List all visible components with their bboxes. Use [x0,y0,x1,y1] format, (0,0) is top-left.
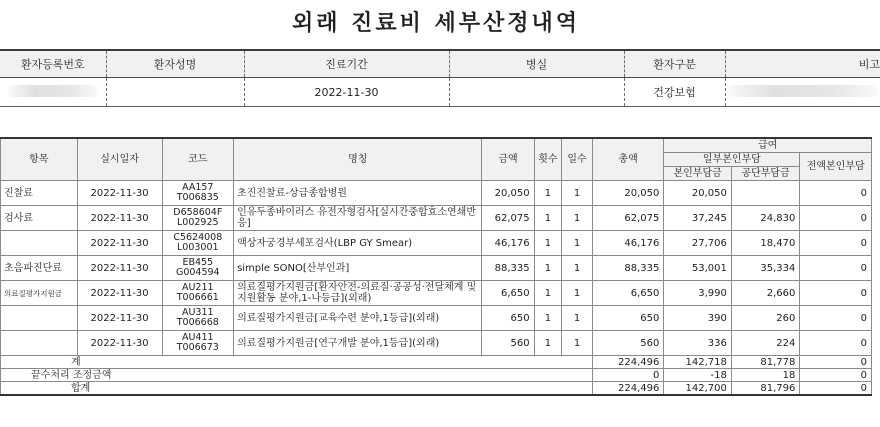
table-row [1,181,872,206]
row-total: 6,650 [592,281,664,306]
row-code-secondary: T006673 [176,342,219,353]
patient-id-value [0,78,106,107]
row-full: 0 [800,231,872,256]
row-name: 액상자궁경부세포검사(LBP GY Smear) [234,231,482,256]
total-full: 0 [800,356,872,369]
row-self: 3,990 [664,281,731,306]
row-code-primary: AU211 [181,282,214,293]
period-value: 2022-11-30 [244,78,449,107]
row-days: 1 [562,206,593,231]
row-name: 의료질평가지원금[환자안전-의료질·공공성·전달체계 및 지원활동 분야,1-나등급](외래) [234,281,482,306]
row-price: 650 [482,306,534,331]
row-public: 24,830 [731,206,799,231]
document-title: 외래 진료비 세부산정내역 [291,10,581,36]
total-public: 18 [731,369,799,382]
row-full: 0 [800,206,872,231]
row-times: 1 [534,181,562,206]
total-amount: 224,496 [592,382,664,396]
row-code-primary: D658604F [173,207,223,218]
row-price: 62,075 [482,206,534,231]
row-self: 37,245 [664,206,731,231]
header-patient-name: 환자성명 [106,50,244,78]
row-days: 1 [562,331,593,356]
note-value [725,78,880,107]
row-total: 20,050 [592,181,664,206]
charge-detail-table [0,137,872,396]
row-date: 2022-11-30 [77,231,162,256]
total-amount: 0 [592,369,664,382]
row-days: 1 [562,256,593,281]
total-amount: 224,496 [592,356,664,369]
row-days: 1 [562,306,593,331]
col-full-self: 전액본인부담 [800,153,872,181]
row-date: 2022-11-30 [77,206,162,231]
redacted-block [8,85,98,97]
row-name: 초진진찰료-상급종합병원 [234,181,482,206]
total-self: 142,718 [664,356,731,369]
col-code: 코드 [162,138,234,181]
row-name: 의료질평가지원금[연구개발 분야,1등급](외래) [234,331,482,356]
table-row [1,206,872,231]
row-date: 2022-11-30 [77,306,162,331]
total-label: 합계 [1,382,593,396]
header-patient-id: 환자등록번호 [0,50,106,78]
row-full: 0 [800,306,872,331]
row-code [162,231,234,256]
row-price: 20,050 [482,181,534,206]
row-public: 260 [731,306,799,331]
total-full: 0 [800,382,872,396]
col-date: 실시일자 [77,138,162,181]
row-code-primary: AA157 [182,182,214,193]
header-note: 비고 [725,50,880,78]
row-item: 진찰료 [1,181,78,206]
row-code-secondary: T006661 [176,292,219,303]
row-date: 2022-11-30 [77,331,162,356]
total-public: 81,778 [731,356,799,369]
row-code [162,306,234,331]
row-item: 의료질평가지원금 [1,281,78,306]
row-code-primary: AU411 [181,332,214,343]
row-code-secondary: T006668 [176,317,219,328]
col-price: 금액 [482,138,534,181]
row-full: 0 [800,256,872,281]
row-code-primary: EB455 [182,257,214,268]
row-days: 1 [562,231,593,256]
table-row [1,231,872,256]
header-patient-type: 환자구분 [624,50,725,78]
row-code [162,331,234,356]
row-date: 2022-11-30 [77,281,162,306]
room-value [449,78,624,107]
total-label: 끝수처리 조정금액 [1,369,593,382]
total-self: 142,700 [664,382,731,396]
row-item: 초음파진단료 [1,256,78,281]
row-self: 20,050 [664,181,731,206]
total-full: 0 [800,369,872,382]
table-row [1,256,872,281]
row-public [731,181,799,206]
row-name: 인유두종바이러스 유전자형검사[실시간중합효소연쇄반응] [234,206,482,231]
row-code [162,181,234,206]
row-price: 46,176 [482,231,534,256]
total-public: 81,796 [731,382,799,396]
row-public: 35,334 [731,256,799,281]
row-total: 650 [592,306,664,331]
row-price: 6,650 [482,281,534,306]
row-code [162,256,234,281]
row-item [1,331,78,356]
row-days: 1 [562,181,593,206]
row-public: 2,660 [731,281,799,306]
row-times: 1 [534,281,562,306]
total-self: -18 [664,369,731,382]
row-code-primary: C5624008 [173,232,223,243]
col-name: 명칭 [234,138,482,181]
total-row [1,356,872,369]
col-times: 횟수 [534,138,562,181]
row-total: 62,075 [592,206,664,231]
patient-info-table [0,49,880,107]
col-benefit: 급여 [664,138,872,153]
col-partial: 일부본인부담 [664,153,800,167]
patient-name-value [106,78,244,107]
row-price: 88,335 [482,256,534,281]
header-period: 진료기간 [244,50,449,78]
table-row [1,306,872,331]
row-code-secondary: T006835 [176,192,219,203]
row-code-primary: AU311 [181,307,214,318]
col-public: 공단부담금 [731,167,799,181]
table-row [1,331,872,356]
row-times: 1 [534,206,562,231]
row-total: 88,335 [592,256,664,281]
row-date: 2022-11-30 [77,256,162,281]
row-date: 2022-11-30 [77,181,162,206]
row-public: 18,470 [731,231,799,256]
row-code-secondary: L003001 [177,242,219,253]
row-times: 1 [534,306,562,331]
row-self: 390 [664,306,731,331]
row-item [1,306,78,331]
row-item [1,231,78,256]
redacted-block [728,85,878,97]
table-row [1,281,872,306]
row-total: 560 [592,331,664,356]
total-label: 계 [1,356,593,369]
total-row [1,382,872,396]
header-room: 병실 [449,50,624,78]
row-public: 224 [731,331,799,356]
col-self: 본인부담금 [664,167,731,181]
row-full: 0 [800,281,872,306]
row-code [162,206,234,231]
col-item: 항목 [1,138,78,181]
row-full: 0 [800,331,872,356]
row-code [162,281,234,306]
row-item: 검사료 [1,206,78,231]
row-self: 27,706 [664,231,731,256]
total-row [1,369,872,382]
row-code-secondary: G004594 [175,267,220,278]
row-total: 46,176 [592,231,664,256]
row-name: 의료질평가지원금[교육수련 분야,1등급](외래) [234,306,482,331]
row-code-secondary: L002925 [177,217,219,228]
row-times: 1 [534,331,562,356]
col-total: 총액 [592,138,664,181]
row-times: 1 [534,256,562,281]
row-name: simple SONO[산부인과] [234,256,482,281]
row-self: 336 [664,331,731,356]
row-full: 0 [800,181,872,206]
row-days: 1 [562,281,593,306]
row-price: 560 [482,331,534,356]
patient-type-value: 건강보험 [624,78,725,107]
row-times: 1 [534,231,562,256]
col-days: 일수 [562,138,593,181]
row-self: 53,001 [664,256,731,281]
